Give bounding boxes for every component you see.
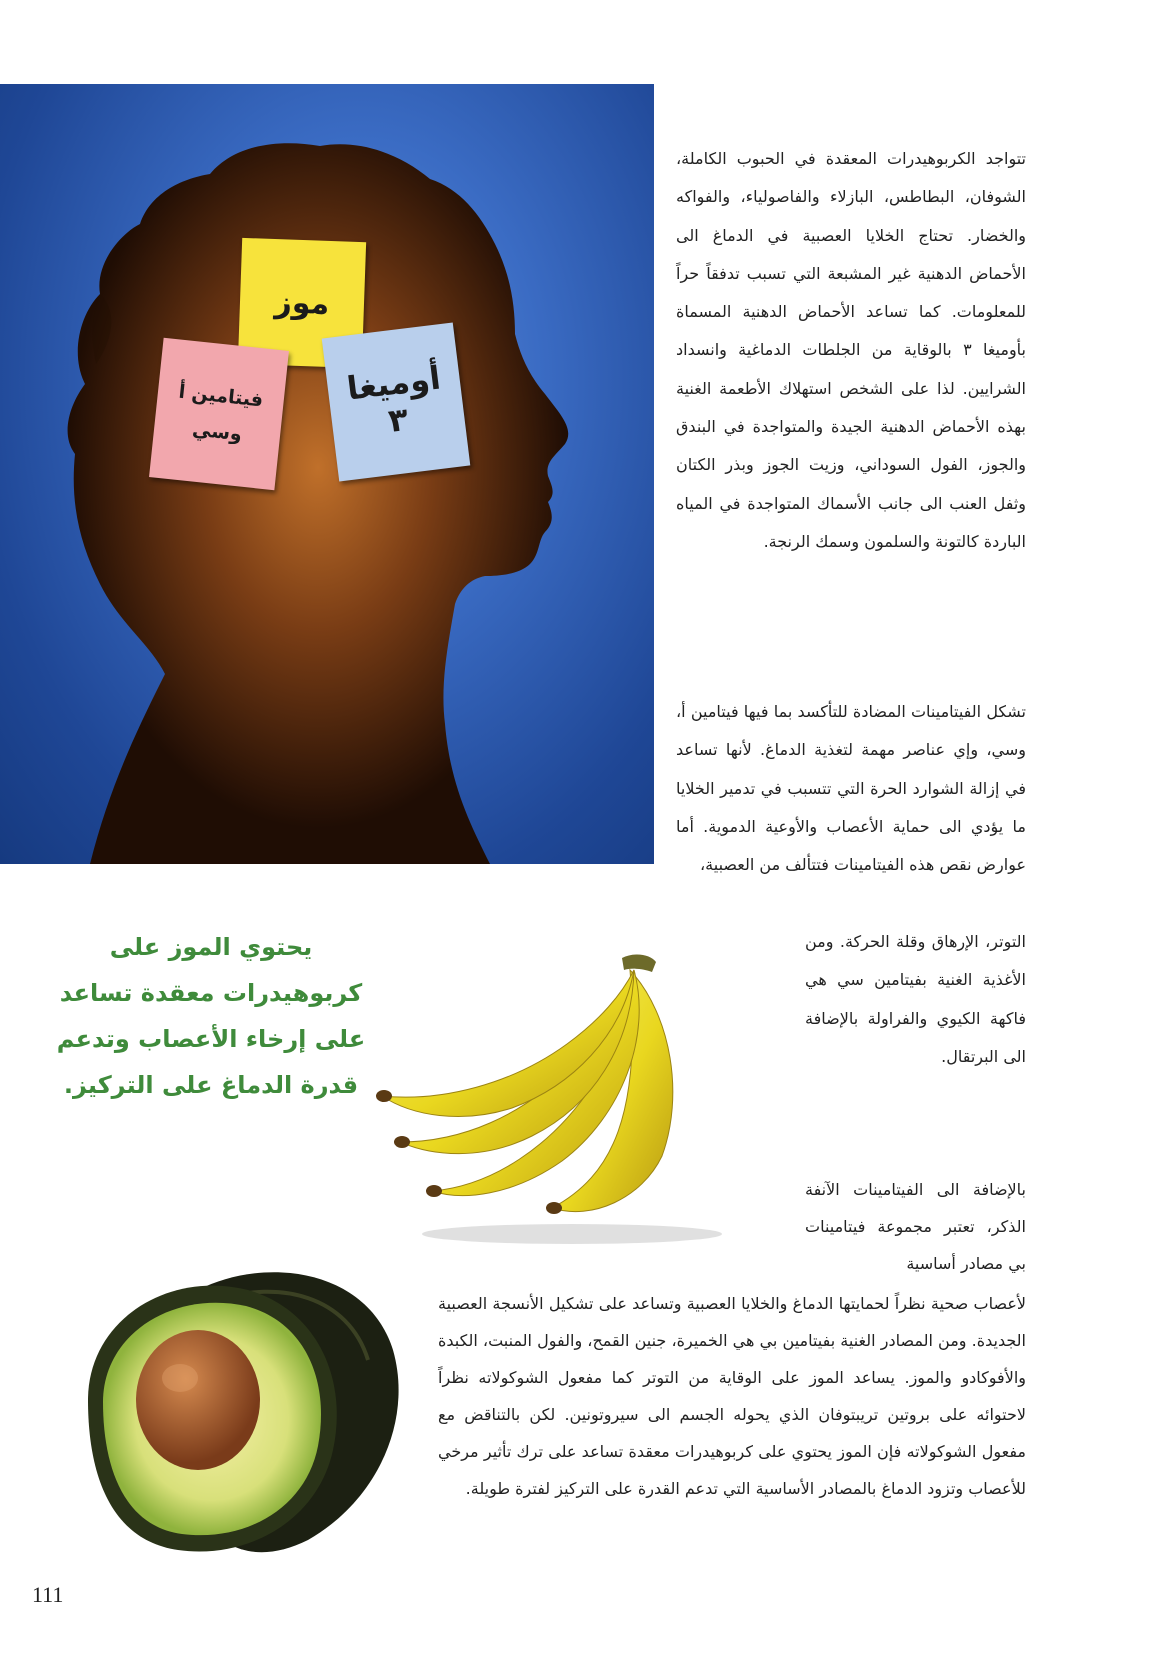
note-vitamin — [149, 338, 289, 490]
head-silhouette — [0, 84, 654, 864]
note-omega-line2: ٣ — [386, 399, 411, 440]
pull-quote: يحتوي الموز على كربوهيدرات معقدة تساعد على إرخاء الأعصاب وتدعم قدرة الدماغ على التركيز. — [56, 933, 366, 1099]
note-banana-label: موز — [274, 284, 330, 322]
note-omega-line1: أوميغا — [344, 358, 443, 408]
note-omega — [322, 322, 471, 481]
note-vitamin-line2: وسي — [191, 418, 243, 446]
note-vitamin-line1: فيتامين أ — [177, 380, 265, 412]
paragraph-vitamin-b: بالإضافة الى الفيتامينات الآنفة الذكر، تعتبر مجموعة فيتامينات بي مصادر أساسية — [805, 1180, 1026, 1273]
page-number: 111 — [32, 1582, 64, 1607]
paragraph-vitamin-b-continued: لأعصاب صحية نظراً لحمايتها الدماغ والخلايا العصبية وتساعد على تشكيل الأنسجة العصبية الجديدة. ومن المصادر الغنية بفيتامين بي هي الخميرة، جنين القمح، والفول المنبت، الكبدة والأفوكادو والموز. يساعد الموز على الوقاية من التوتر كما مفعول الشوكولاته نظراً لاحتوائه على بروتين تريبتوفان الذي يحوله الجسم الى سيروتونين. لكن بالتناقض مع مفعول الشوكولاته فإن الموز يحتوي على كربوهيدرات معقدة تساعد على ترك تأثير مرخي للأعصاب وتزود الدماغ بالمصادر الأساسية التي تدعم القدرة على التركيز لفترة طويلة. — [438, 1294, 1026, 1498]
paragraph-antioxidants-continued: التوتر، الإرهاق وقلة الحركة. ومن الأغذية الغنية بفيتامين سي هي فاكهة الكيوي والفراولة بالإضافة الى البرتقال. — [805, 932, 1026, 1066]
paragraph-antioxidants: تشكل الفيتامينات المضادة للتأكسد بما فيها فيتامين أ، وسي، وإي عناصر مهمة لتغذية الدماغ. لأنها تساعد في إزالة الشوارد الحرة التي تتسبب في تدمير الخلايا ما يؤدي الى حماية الأعصاب والأوعية الدموية. أما عوارض نقص هذه الفيتامينات فتتألف من العصبية، — [676, 702, 1026, 875]
paragraph-omega3: تتواجد الكربوهيدرات المعقدة في الحبوب الكاملة، الشوفان، البطاطس، البازلاء والفاصولياء، والفواكه والخضار. تحتاج الخلايا العصبية في الدماغ الى الأحماض الدهنية غير المشبعة التي تسبب تدفقاً حراً للمعلومات. كما تساعد الأحماض الدهنية المسماة بأوميغا ٣ بالوقاية من الجلطات الدماغية وانسداد الشرايين. لذا على الشخص استهلاك الأطعمة الغنية بهذه الأحماض الدهنية الجيدة والمتواجدة في البندق والجوز، الفول السوداني، وزيت الجوز وبذر الكتان وثفل العنب الى جانب الأسماك المتواجدة في المياه الباردة كالتونة والسلمون وسمك الرنجة. — [676, 149, 1026, 551]
avocado-image — [48, 1250, 438, 1580]
banana-image — [372, 946, 738, 1246]
head-illustration — [0, 84, 654, 864]
